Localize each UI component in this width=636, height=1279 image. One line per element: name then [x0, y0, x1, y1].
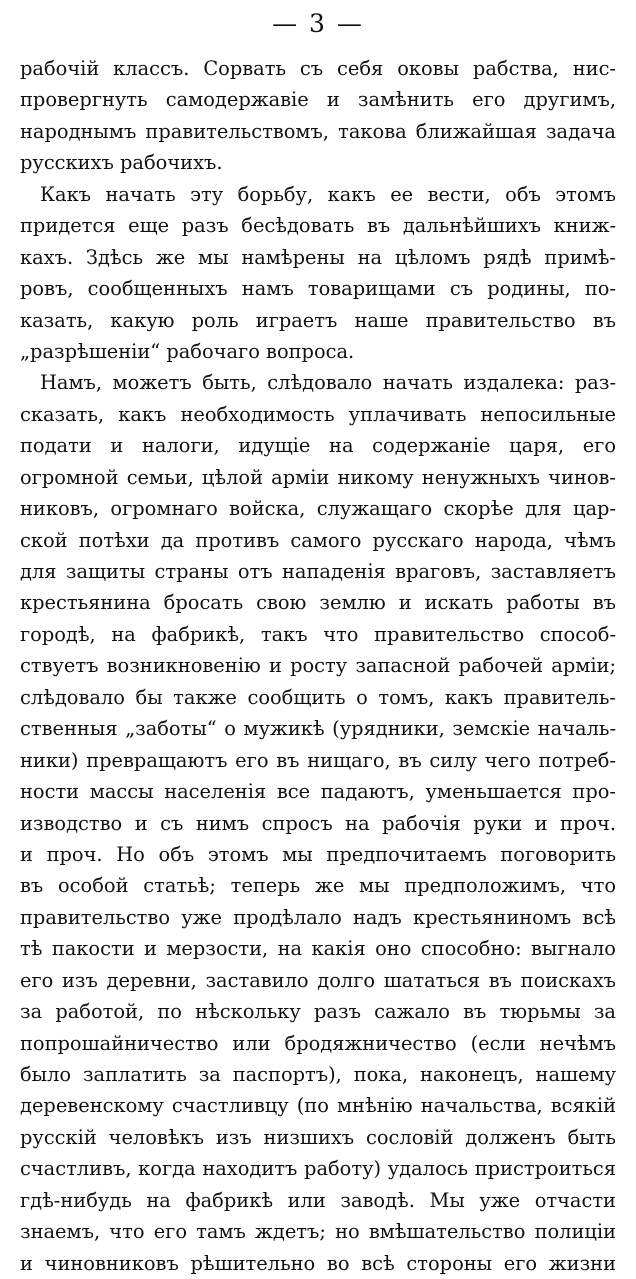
text-line: слѣдовало бы также сообщить о томъ, какъ правитель- [20, 685, 616, 709]
text-line: русскій человѣкъ изъ низшихъ сословій долженъ быть [20, 1125, 616, 1149]
text-line: счастливъ, когда находитъ работу) удалось пристроиться [20, 1157, 616, 1181]
text-line: деревенскому счастливцу (по мнѣнію начальства, всякій [20, 1094, 616, 1118]
page-number: — 3 — [272, 9, 364, 38]
text-line: городѣ, на фабрикѣ, такъ что правительство способ- [20, 622, 616, 646]
text-line: народнымъ правительствомъ, такова ближайшая задача [20, 119, 616, 143]
text-line: было заплатить за паспортъ), пока, наконецъ, нашему [20, 1063, 616, 1086]
text-line: знаемъ, что его тамъ ждетъ; но вмѣшательство полиціи [20, 1220, 616, 1244]
text-line: ровъ, сообщенныхъ намъ товарищами съ родины, по- [20, 277, 616, 301]
text-line: для защиты страны отъ нападенія враговъ, заставляетъ [20, 560, 616, 583]
text-line: никовъ, огромнаго войска, служащаго скорѣе для цар- [20, 497, 616, 521]
text-line: провергнуть самодержавіе и замѣнить его другимъ, [20, 88, 616, 112]
text-line: кахъ. Здѣсь же мы намѣрены на цѣломъ рядѣ примѣ- [20, 245, 616, 269]
text-line: правительство уже продѣлало надъ крестьяниномъ всѣ [20, 905, 616, 929]
text-line: ности массы населенія все падаютъ, уменьшается про- [20, 780, 616, 804]
text-line: тѣ пакости и мерзости, на какія оно способно: выгнало [20, 937, 616, 961]
text-line: и чиновниковъ рѣшительно во всѣ стороны его жизни [20, 1251, 616, 1275]
text-line: гдѣ-нибудь на фабрикѣ или заводѣ. Мы уже отчасти [20, 1188, 616, 1212]
text-line: попрошайничество или бродяжничество (если нечѣмъ [20, 1031, 616, 1055]
text-line: въ особой статьѣ; теперь же мы предположимъ, что [20, 874, 616, 898]
text-line: огромной семьи, цѣлой арміи никому ненужныхъ чинов- [20, 465, 616, 489]
text-line: подати и налоги, идущіе на содержаніе царя, его [20, 434, 616, 458]
text-line: за работой, по нѣскольку разъ сажало въ тюрьмы за [20, 1000, 616, 1024]
body-text [20, 53, 616, 1279]
text-line: его изъ деревни, заставило долго шататься въ поискахъ [20, 968, 616, 992]
text-line: Намъ, можетъ быть, слѣдовало начать издалека: раз- [40, 371, 616, 395]
text-line: казать, какую роль играетъ наше правительство въ [20, 308, 616, 332]
text-line: Какъ начать эту борьбу, какъ ее вести, объ этомъ [40, 182, 616, 206]
text-line: изводство и съ нимъ спросъ на рабочія руки и проч. [20, 811, 616, 835]
text-line: крестьянина бросать свою землю и искать работы въ [20, 591, 616, 615]
text-line: рабочій классъ. Сорвать съ себя оковы рабства, нис- [20, 57, 616, 80]
text-line: придется еще разъ бесѣдовать въ дальнѣйшихъ книж- [20, 214, 616, 238]
text-line: и проч. Но объ этомъ мы предпочитаемъ поговорить [20, 842, 616, 866]
text-line: сказать, какъ необходимость уплачивать непосильные [20, 402, 616, 426]
text-line: ники) превращаютъ его въ нищаго, въ силу чего потреб- [20, 748, 616, 772]
text-line: ствуетъ возникновенію и росту запасной рабочей арміи; [20, 654, 616, 678]
text-line: ственныя „заботы“ о мужикѣ (урядники, земскіе началь- [20, 717, 616, 741]
text-line: „разрѣшеніи“ рабочаго вопроса. [20, 339, 355, 363]
text-line: русскихъ рабочихъ. [20, 151, 223, 175]
text-line: ской потѣхи да противъ самого русскаго народа, чѣмъ [20, 528, 616, 552]
